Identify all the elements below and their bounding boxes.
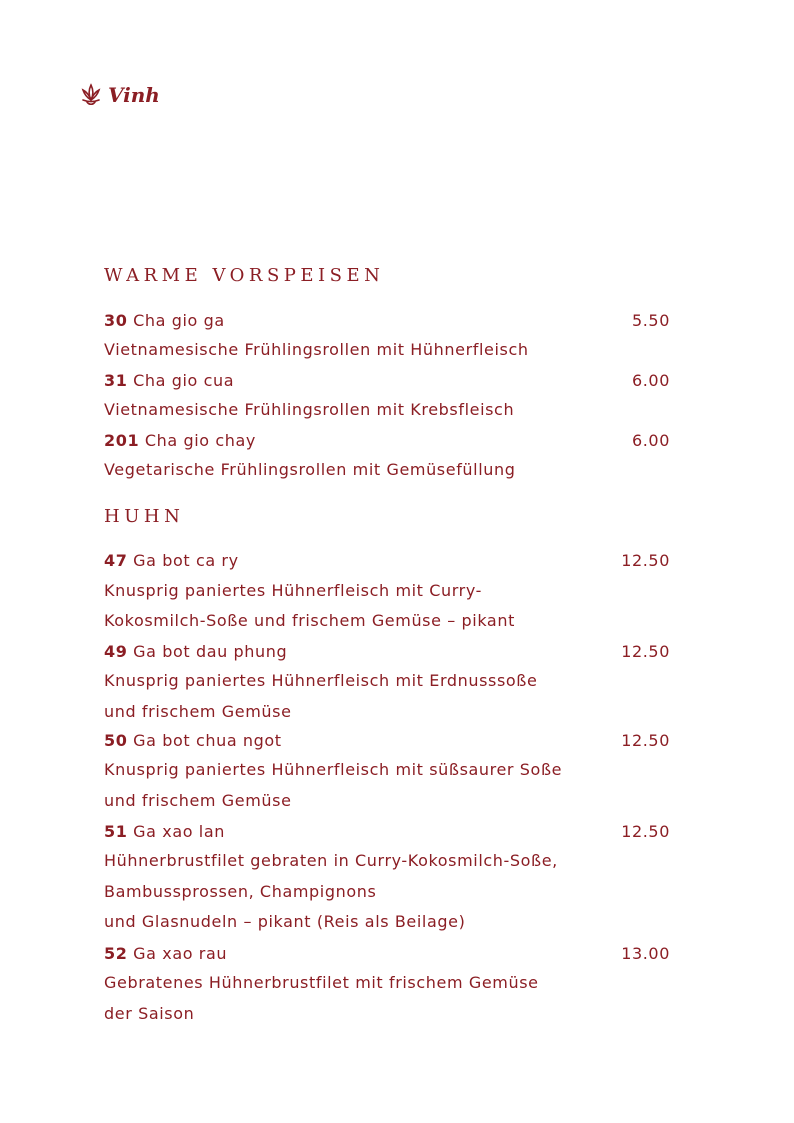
item-number: 31 [104,370,128,390]
menu-item-52 [104,940,670,966]
menu-item-51 [104,818,670,844]
item-number: 47 [104,550,128,570]
item-description: Kokosmilch-Soße und frischem Gemüse – pikant [104,611,515,630]
section-title-huhn: HUHN [104,506,185,527]
item-number: 51 [104,821,128,841]
item-name-line [104,822,225,841]
section-title-warme-vorspeisen: WARME VORSPEISEN [104,265,385,286]
item-name: Ga xao lan [133,821,225,841]
item-description: der Saison [104,1004,195,1023]
item-description: und frischem Gemüse [104,791,292,810]
item-price: 12.50 [621,641,670,661]
item-name: Cha gio cua [133,370,235,390]
item-name-line [104,371,234,390]
item-number: 201 [104,430,140,450]
item-description: Knusprig paniertes Hühnerfleisch mit Curry- [104,581,482,600]
item-price: 6.00 [631,370,670,390]
menu-item-47 [104,547,670,573]
item-price: 12.50 [621,821,670,841]
item-name: Cha gio chay [144,430,256,450]
item-description: Vietnamesische Frühlingsrollen mit Krebsfleisch [104,400,515,419]
item-name: Ga bot chua ngot [133,730,282,750]
item-name-line [104,944,227,963]
item-description: Knusprig paniertes Hühnerfleisch mit Erdnusssoße [104,671,538,690]
item-number: 49 [104,641,128,661]
item-price: 6.00 [631,430,670,450]
item-name: Ga bot dau phung [133,641,288,661]
menu-item-49 [104,638,670,664]
item-description: Knusprig paniertes Hühnerfleisch mit süßsaurer Soße [104,760,563,779]
item-price: 5.50 [631,310,670,330]
item-name-line [104,551,239,570]
menu-item-30 [104,307,670,333]
item-description: und frischem Gemüse [104,702,292,721]
menu-item-50 [104,727,670,753]
item-description: Vietnamesische Frühlingsrollen mit Hühnerfleisch [104,340,529,359]
restaurant-logo [80,80,170,112]
item-description: Hühnerbrustfilet gebraten in Curry-Kokosmilch-Soße, [104,851,558,870]
item-name: Ga bot ca ry [133,550,239,570]
logo-wordmark: Vinh [108,83,160,107]
menu-item-201 [104,427,670,453]
item-description: Vegetarische Frühlingsrollen mit Gemüsefüllung [104,460,516,479]
item-number: 52 [104,943,128,963]
item-name: Cha gio ga [133,310,225,330]
item-description: Bambussprossen, Champignons [104,882,377,901]
item-name-line [104,311,225,330]
item-name-line [104,431,256,450]
item-number: 50 [104,730,128,750]
item-number: 30 [104,310,128,330]
item-name: Ga xao rau [133,943,228,963]
item-price: 12.50 [621,550,670,570]
item-name-line [104,731,282,750]
item-price: 13.00 [621,943,670,963]
menu-item-31 [104,367,670,393]
item-description: und Glasnudeln – pikant (Reis als Beilage) [104,912,466,931]
item-price: 12.50 [621,730,670,750]
item-description: Gebratenes Hühnerbrustfilet mit frischem Gemüse [104,973,539,992]
item-name-line [104,642,287,661]
